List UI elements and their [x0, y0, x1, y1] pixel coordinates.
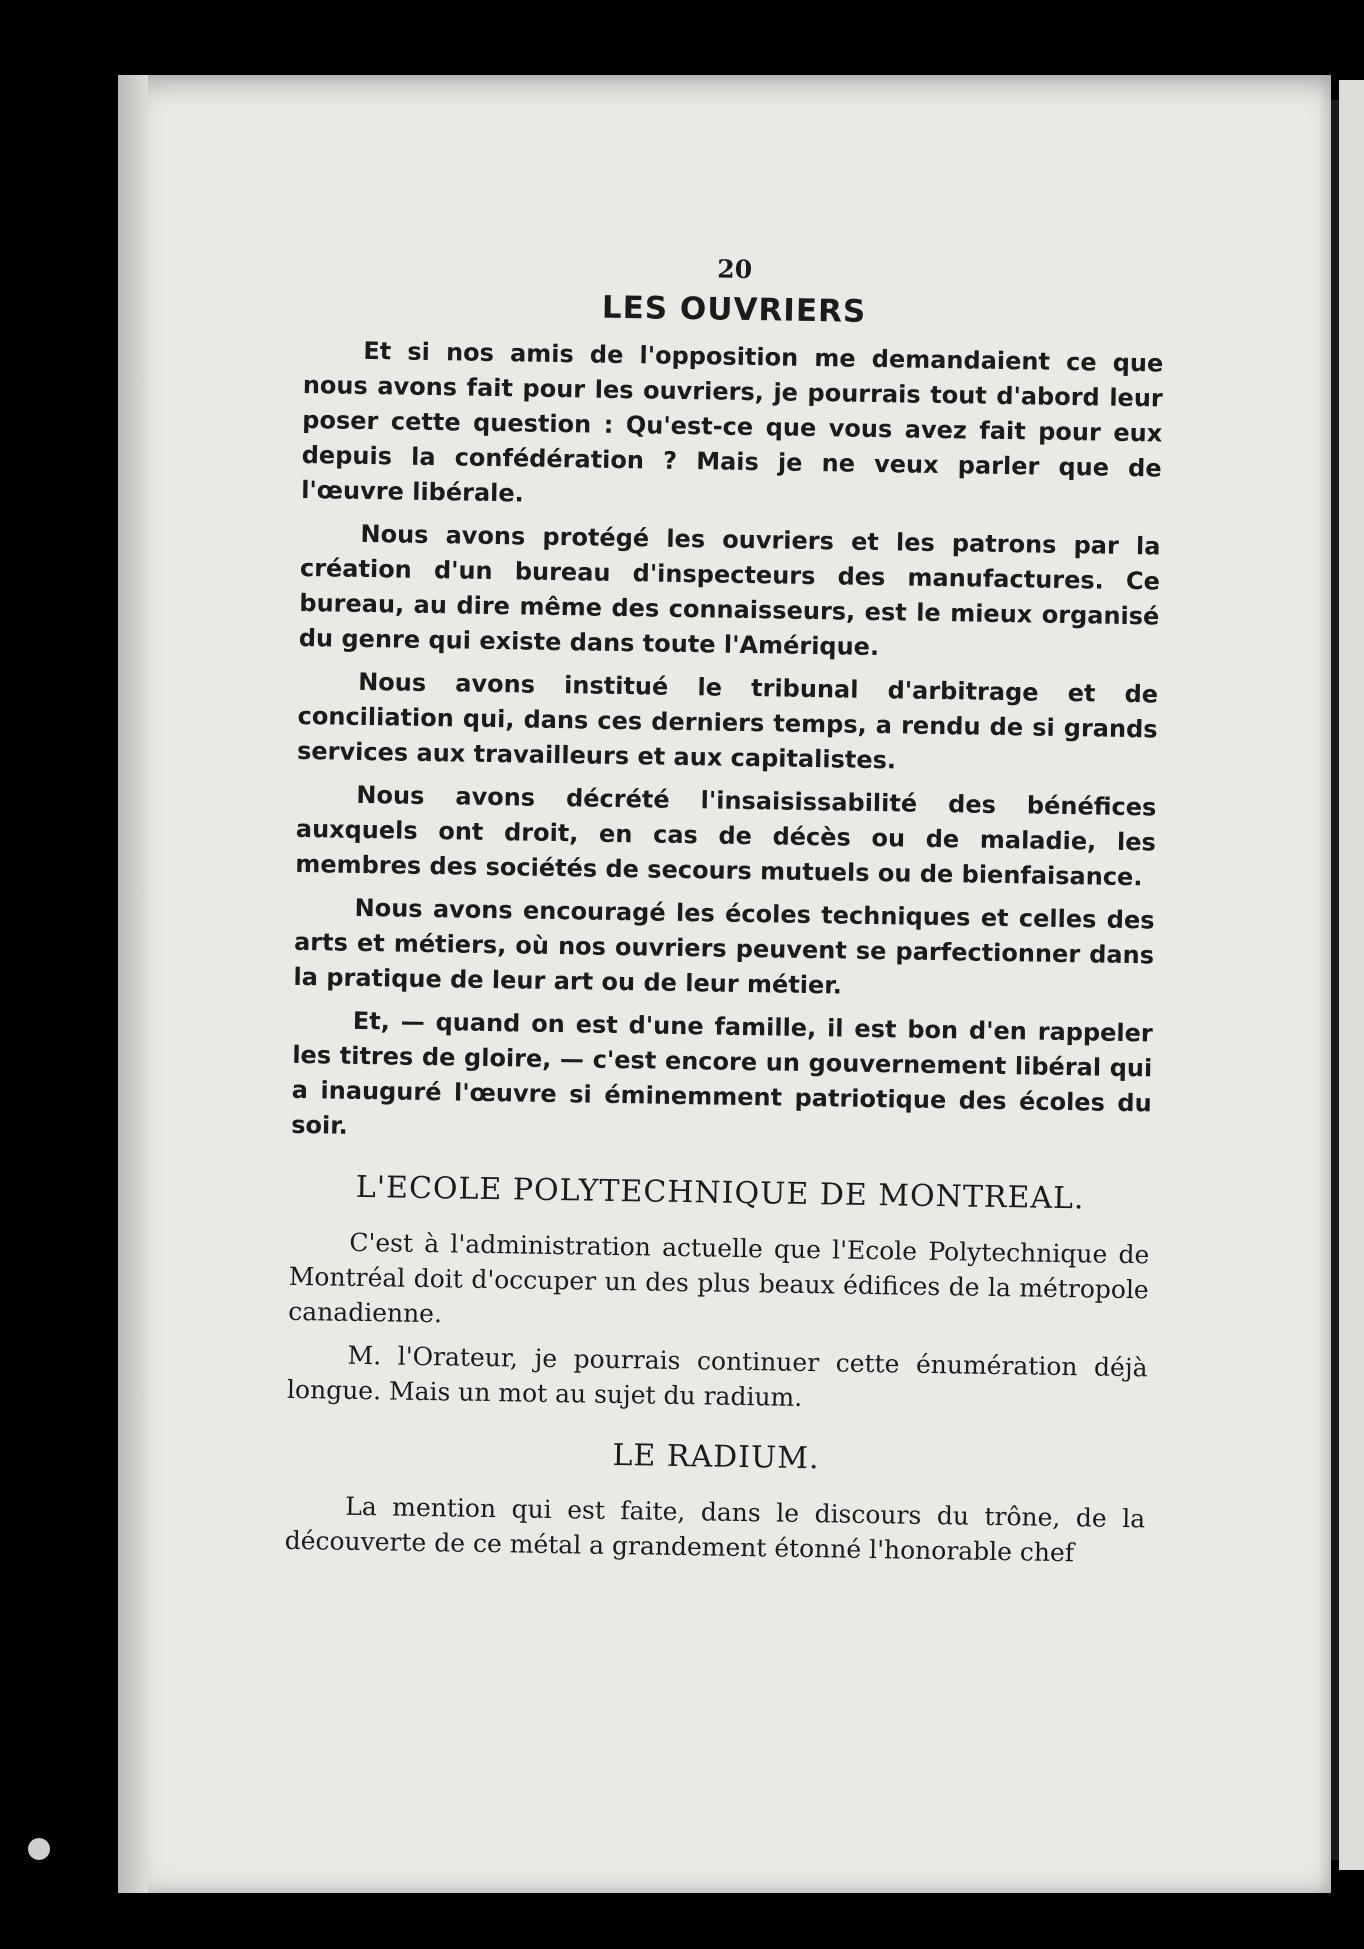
paragraph: Et si nos amis de l'opposition me demandaient ce que nous avons fait pour les ouvriers, je pourrais tout d'abord leur poser cette question : Qu'est-ce que vous avez fait pour eux depuis la confédération ? Mais je ne veux parler que de l'œuvre libérale.	[300, 336, 1164, 508]
paragraph: Nous avons protégé les ouvriers et les patrons par la création d'un bureau d'inspecteurs des manufactures. Ce bureau, au dire même des connaisseurs, est le mieux organisé du genre qui existe dans toute l'Amérique.	[298, 519, 1161, 662]
section-heading-polytechnique: L'ECOLE POLYTECHNIQUE DE MONTREAL.	[355, 1169, 1085, 1217]
page-gutter	[118, 75, 148, 1893]
dust-speck	[28, 1838, 50, 1860]
paragraph: La mention qui est faite, dans le discours du trône, de la découverte de ce métal a grandement étonné l'honorable chef	[284, 1491, 1146, 1568]
paragraph: Et, — quand on est d'une famille, il est bon d'en rappeler les titres de gloire, — c'est encore un gouvernement libéral qui a inauguré l'œuvre si éminemment patriotique des écoles du soir.	[291, 1006, 1153, 1140]
section-heading-ouvriers: LES OUVRIERS	[601, 289, 867, 330]
paragraph: Nous avons décrété l'insaisissabilité des bénéfices auxquels ont droit, en cas de décès ou de maladie, les membres des sociétés de secours mutuels ou de bienfaisance.	[295, 780, 1157, 892]
paragraph: Nous avons institué le tribunal d'arbitrage et de conciliation qui, dans ces derniers temps, a rendu de si grands services aux travailleurs et aux capitalistes.	[296, 667, 1159, 775]
section-heading-radium: LE RADIUM.	[612, 1437, 820, 1477]
next-page-strip	[1339, 80, 1364, 1870]
page-content	[284, 248, 1165, 1579]
page-edge-shadow	[1331, 100, 1339, 1860]
paragraph: Nous avons encouragé les écoles techniques et celles des arts et métiers, où nos ouvriers peuvent se parfectionner dans la pratique de leur art ou de leur métier.	[293, 893, 1155, 1000]
page-number: 20	[717, 254, 753, 285]
paragraph: C'est à l'administration actuelle que l'Ecole Polytechnique de Montréal doit d'occuper un des plus beaux édifices de la métropole canadienne.	[288, 1227, 1150, 1329]
paragraph: M. l'Orateur, je pourrais continuer cette énumération déjà longue. Mais un mot au sujet du radium.	[286, 1340, 1148, 1412]
